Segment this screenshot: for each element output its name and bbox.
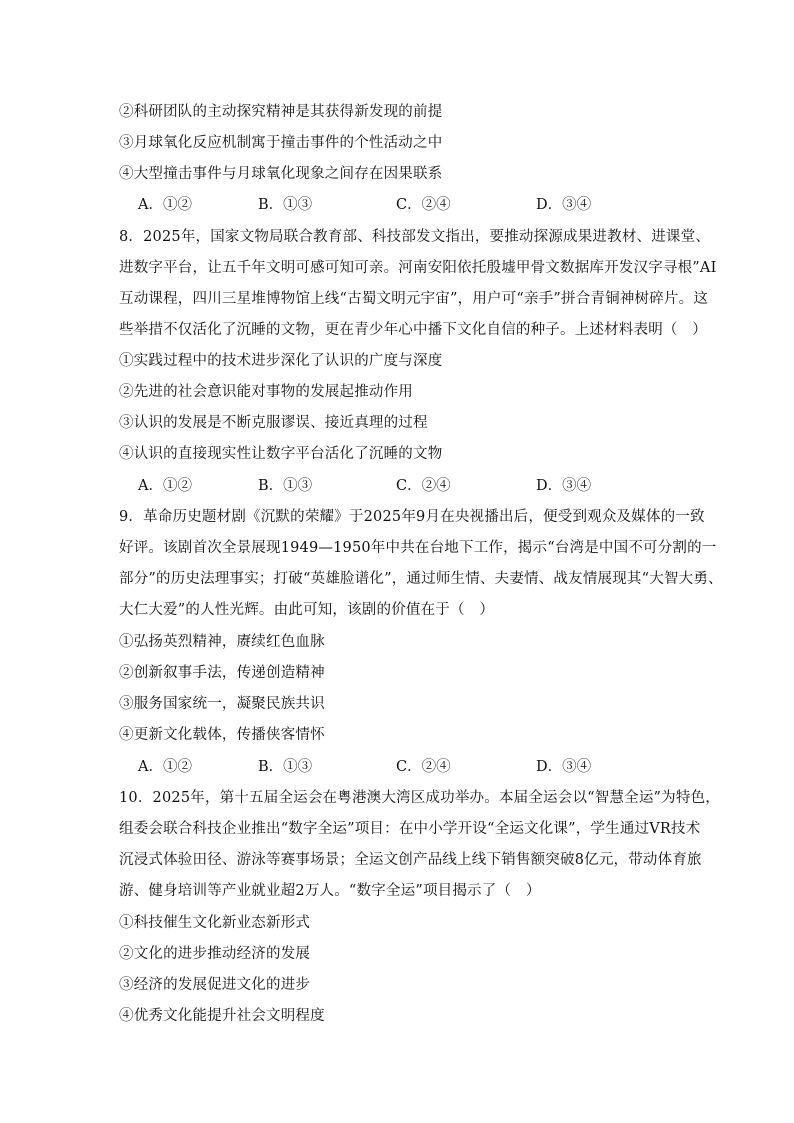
q7-statement-4: ④大型撞击事件与月球氧化现象之间存在因果联系: [119, 166, 443, 182]
q9-stem-line-2: 好评。该剧首次全景展现1949—1950年中共在台地下工作，揭示“台湾是中国不可分割的一: [119, 540, 717, 556]
q9-options: [138, 757, 608, 777]
q10-stem-line-1: 10．2025年，第十五届全运会在粤港澳大湾区成功举办。本届全运会以“智慧全运”为特色，: [119, 790, 720, 806]
q10-statement-2: ②文化的进步推动经济的发展: [119, 946, 311, 962]
q10-statement-1: ①科技催生文化新业态新形式: [119, 915, 311, 931]
q8-stem-line-3: 互动课程，四川三星堆博物馆上线“古蜀文明元宇宙”，用户可“亲手”拼合青铜神树碎片。这: [119, 291, 709, 307]
q9-statement-2: ②创新叙事手法，传递创造精神: [119, 665, 325, 681]
q8-stem-line-1: 8．2025年，国家文物局联合教育部、科技部发文指出，要推动探源成果进教材、进课堂、: [119, 229, 711, 245]
q9-statement-1: ①弘扬英烈精神，赓续红色血脉: [119, 634, 325, 650]
q9-option-d[interactable]: D．③④: [536, 759, 592, 775]
q10-statement-4: ④优秀文化能提升社会文明程度: [119, 1008, 325, 1024]
q9-option-b[interactable]: B．①③: [258, 759, 313, 775]
q8-stem-line-2: 进数字平台，让五千年文明可感可知可亲。河南安阳依托殷墟甲骨文数据库开发汉字寻根”AI: [119, 260, 717, 276]
q7-option-c[interactable]: C．②④: [396, 197, 451, 213]
q9-stem-line-3: 部分”的历史法理事实；打破“英雄脸谱化”，通过师生情、夫妻情、战友情展现其“大智大勇、: [119, 571, 723, 587]
q8-statement-1: ①实践过程中的技术进步深化了认识的广度与深度: [119, 353, 443, 369]
q10-stem-line-2: 组委会联合科技企业推出“数字全运”项目：在中小学开设“全运文化课”，学生通过VR技术: [119, 821, 701, 837]
q9-stem-line-4: 大仁大爱”的人性光辉。由此可知，该剧的价值在于（ ）: [119, 602, 495, 618]
q9-statement-3: ③服务国家统一，凝聚民族共识: [119, 696, 325, 712]
q10-statement-3: ③经济的发展促进文化的进步: [119, 977, 311, 993]
q9-option-c[interactable]: C．②④: [396, 759, 451, 775]
q7-statement-2: ②科研团队的主动探究精神是其获得新发现的前提: [119, 104, 443, 120]
q7-statement-3: ③月球氧化反应机制寓于撞击事件的个性活动之中: [119, 135, 443, 151]
q10-stem-line-4: 游、健身培训等产业就业超2万人。“数字全运”项目揭示了（ ）: [119, 883, 541, 899]
q8-option-c[interactable]: C．②④: [396, 478, 451, 494]
q9-statement-4: ④更新文化载体，传播侠客情怀: [119, 727, 325, 743]
q10-stem-line-3: 沉浸式体验田径、游泳等赛事场景；全运文创产品线上线下销售额突破8亿元，带动体育旅: [119, 852, 702, 868]
q8-statement-3: ③认识的发展是不断克服谬误、接近真理的过程: [119, 415, 428, 431]
q8-statement-4: ④认识的直接现实性让数字平台活化了沉睡的文物: [119, 446, 443, 462]
q8-option-b[interactable]: B．①③: [258, 478, 313, 494]
q8-stem-line-4: 些举措不仅活化了沉睡的文物，更在青少年心中播下文化自信的种子。上述材料表明（ ）: [119, 322, 707, 338]
q7-option-a[interactable]: A．①②: [138, 197, 192, 213]
q7-options: [138, 195, 608, 215]
q7-option-b[interactable]: B．①③: [258, 197, 313, 213]
q8-options: [138, 476, 608, 496]
q8-option-a[interactable]: A．①②: [138, 478, 192, 494]
q8-statement-2: ②先进的社会意识能对事物的发展起推动作用: [119, 384, 413, 400]
q9-option-a[interactable]: A．①②: [138, 759, 192, 775]
q7-option-d[interactable]: D．③④: [536, 197, 592, 213]
q8-option-d[interactable]: D．③④: [536, 478, 592, 494]
q9-stem-line-1: 9．革命历史题材剧《沉默的荣耀》于2025年9月在央视播出后，便受到观众及媒体的一致: [119, 509, 705, 525]
